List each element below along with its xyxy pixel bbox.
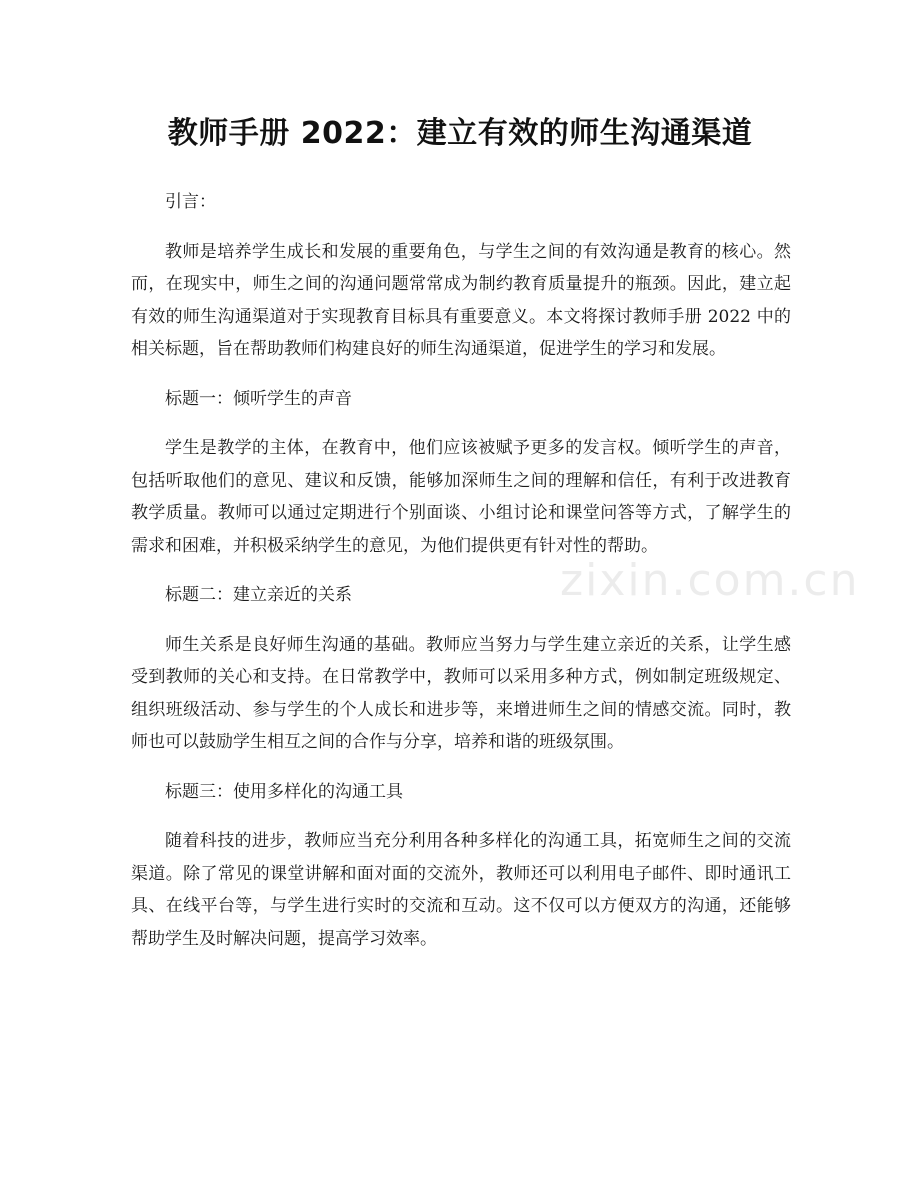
section-3-body: 随着科技的进步，教师应当充分利用各种多样化的沟通工具，拓宽师生之间的交流渠道。除了常见的课堂讲解和面对面的交流外，教师还可以利用电子邮件、即时通讯工具、在线平台等，与学生进行实时的交流和互动。这不仅可以方便双方的沟通，还能够帮助学生及时解决问题，提高学习效率。 xyxy=(131,831,791,949)
intro-paragraph: 教师是培养学生成长和发展的重要角色，与学生之间的有效沟通是教育的核心。然而，在现实中，师生之间的沟通问题常常成为制约教育质量提升的瓶颈。因此，建立起有效的师生沟通渠道对于实现教育目标具有重要意义。本文将探讨教师手册 2022 中的相关标题，旨在帮助教师们构建良好的师生沟通渠道，促进学生的学习和发展。 xyxy=(131,241,791,359)
section-1-body: 学生是教学的主体，在教育中，他们应该被赋予更多的发言权。倾听学生的声音，包括听取他们的意见、建议和反馈，能够加深师生之间的理解和信任，有利于改进教育教学质量。教师可以通过定期进行个别面谈、小组讨论和课堂问答等方式，了解学生的需求和困难，并积极采纳学生的意见，为他们提供更有针对性的帮助。 xyxy=(131,438,791,556)
page-title: 教师手册 2022：建立有效的师生沟通渠道 xyxy=(167,116,753,151)
watermark: zixin.com.cn xyxy=(560,555,860,606)
section-3-heading: 标题三：使用多样化的沟通工具 xyxy=(165,781,403,802)
intro-label: 引言： xyxy=(165,192,216,212)
section-2-body: 师生关系是良好师生沟通的基础。教师应当努力与学生建立亲近的关系，让学生感受到教师的关心和支持。在日常教学中，教师可以采用多种方式，例如制定班级规定、组织班级活动、参与学生的个人成长和进步等，来增进师生之间的情感交流。同时，教师也可以鼓励学生相互之间的合作与分享，培养和谐的班级氛围。 xyxy=(131,634,791,752)
document-body xyxy=(131,186,791,972)
section-1-heading: 标题一：倾听学生的声音 xyxy=(165,388,352,409)
section-2-heading: 标题二：建立亲近的关系 xyxy=(165,585,352,605)
